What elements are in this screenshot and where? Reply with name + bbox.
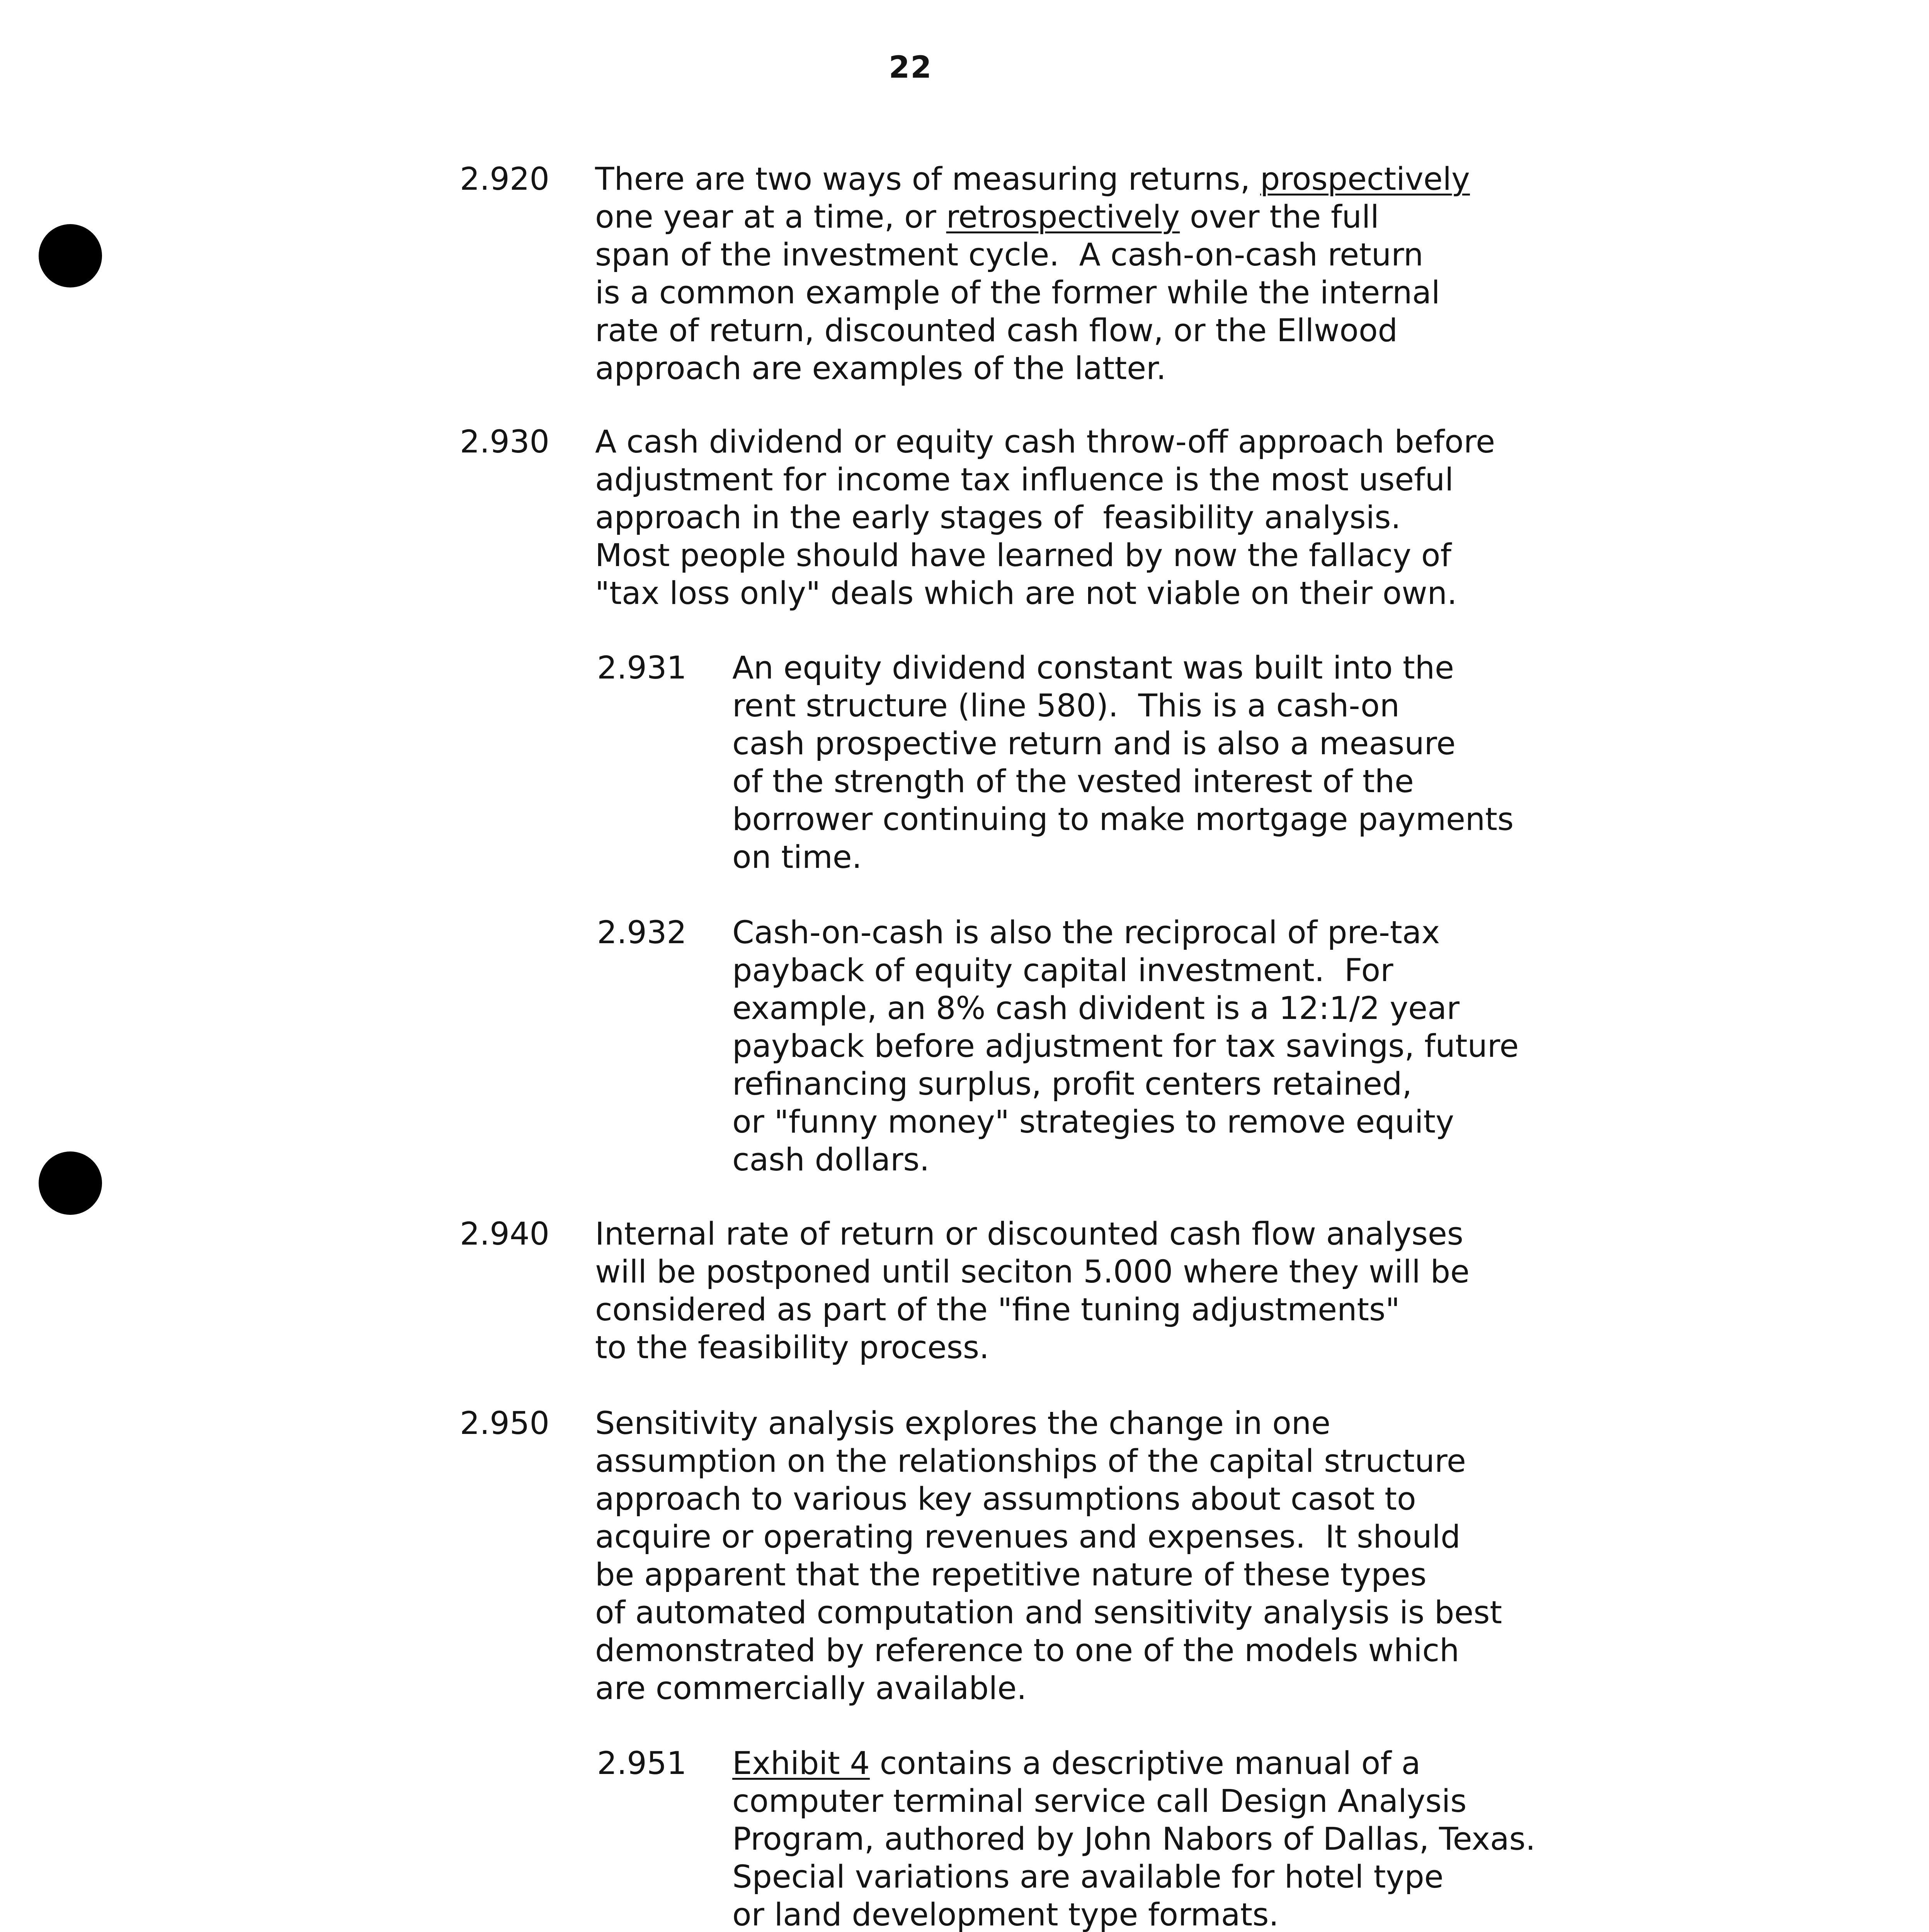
text-line	[732, 1103, 1519, 1141]
text-line	[595, 1215, 1470, 1253]
text-line	[595, 1291, 1470, 1329]
text-line	[732, 725, 1514, 763]
section-2-950	[460, 1405, 1502, 1707]
text-line	[732, 838, 1514, 876]
text-line	[732, 1782, 1536, 1820]
section-number: 2.931	[597, 650, 687, 686]
text-line	[595, 1442, 1502, 1480]
text-line	[732, 1065, 1519, 1103]
text-line	[595, 499, 1495, 537]
section-2-951	[597, 1745, 1536, 1932]
text-run: Cash-on-cash is also the reciprocal of pre-tax	[732, 915, 1440, 951]
section-2-931	[597, 649, 1514, 876]
text-run: on time.	[732, 839, 862, 876]
text-line	[732, 914, 1519, 952]
text-line	[732, 1896, 1536, 1932]
text-run: rent structure (line 580). This is a cash-on	[732, 688, 1400, 724]
text-line	[595, 1518, 1502, 1556]
text-run: to the feasibility process.	[595, 1330, 989, 1366]
text-run: Internal rate of return or discounted cash flow analyses	[595, 1216, 1463, 1252]
text-run: example, an 8% cash divident is a 12:1/2 year	[732, 990, 1460, 1027]
text-run: "tax loss only" deals which are not viable on their own.	[595, 575, 1457, 612]
text-run: computer terminal service call Design Analysis	[732, 1783, 1467, 1820]
page-number: 22	[889, 50, 932, 85]
section-number: 2.951	[597, 1745, 687, 1782]
section-text	[595, 423, 1495, 612]
text-run: or "funny money" strategies to remove equity	[732, 1104, 1454, 1140]
text-run: payback of equity capital investment. For	[732, 952, 1393, 989]
text-line	[595, 236, 1470, 274]
text-run: is a common example of the former while the internal	[595, 275, 1440, 311]
text-line	[595, 1632, 1502, 1670]
text-run: There are two ways of measuring returns,	[595, 161, 1260, 197]
text-run: contains a descriptive manual of a	[869, 1745, 1421, 1782]
text-run: assumption on the relationships of the capital structure	[595, 1443, 1466, 1480]
text-run: Special variations are available for hotel type	[732, 1859, 1444, 1895]
section-text	[595, 1215, 1470, 1367]
underlined-text: prospectively	[1260, 161, 1470, 197]
text-run: span of the investment cycle. A cash-on-cash return	[595, 237, 1424, 273]
text-line	[732, 1027, 1519, 1065]
text-line	[595, 575, 1495, 612]
text-run: approach to various key assumptions about casot to	[595, 1481, 1416, 1517]
text-run: refinancing surplus, profit centers retained,	[732, 1066, 1412, 1102]
section-text	[732, 914, 1519, 1179]
section-2-920	[460, 160, 1470, 387]
text-line	[595, 423, 1495, 461]
text-line	[595, 1556, 1502, 1594]
section-text	[732, 1745, 1536, 1932]
underlined-text: Exhibit 4	[732, 1745, 870, 1782]
text-run: Program, authored by John Nabors of Dallas, Texas.	[732, 1821, 1536, 1857]
text-line	[595, 1405, 1502, 1442]
text-run: demonstrated by reference to one of the models which	[595, 1633, 1460, 1669]
text-run: Sensitivity analysis explores the change in one	[595, 1405, 1331, 1442]
text-run: over the full	[1180, 199, 1379, 235]
binder-hole-middle	[39, 1151, 102, 1215]
text-run: An equity dividend constant was built into the	[732, 650, 1454, 686]
text-line	[732, 952, 1519, 990]
text-line	[732, 1858, 1536, 1896]
text-line	[595, 1253, 1470, 1291]
text-run: Most people should have learned by now the fallacy of	[595, 537, 1451, 574]
text-run: A cash dividend or equity cash throw-off approach before	[595, 424, 1495, 460]
text-line	[732, 1745, 1536, 1782]
text-run: payback before adjustment for tax savings, future	[732, 1028, 1519, 1065]
text-run: cash prospective return and is also a measure	[732, 726, 1456, 762]
text-run: approach in the early stages of feasibility analysis.	[595, 500, 1401, 536]
text-run: of automated computation and sensitivity analysis is best	[595, 1595, 1502, 1631]
section-2-932	[597, 914, 1519, 1178]
section-number: 2.930	[460, 424, 549, 460]
binder-hole-top	[39, 224, 102, 287]
text-run: of the strength of the vested interest of the	[732, 764, 1414, 800]
text-line	[595, 1480, 1502, 1518]
section-2-940	[460, 1215, 1470, 1366]
text-line	[732, 649, 1514, 687]
text-line	[732, 687, 1514, 725]
section-text	[595, 1405, 1502, 1708]
section-number: 2.950	[460, 1405, 549, 1442]
text-line	[595, 198, 1470, 236]
text-line	[595, 461, 1495, 499]
section-text	[732, 649, 1514, 876]
text-run: considered as part of the "fine tuning adjustments"	[595, 1292, 1400, 1328]
text-run: cash dollars.	[732, 1142, 930, 1178]
text-run: be apparent that the repetitive nature of these types	[595, 1557, 1427, 1593]
text-line	[595, 274, 1470, 312]
text-line	[732, 990, 1519, 1027]
text-line	[595, 1670, 1502, 1708]
text-run: will be postponed until seciton 5.000 where they will be	[595, 1254, 1470, 1290]
section-number: 2.932	[597, 915, 687, 951]
text-run: approach are examples of the latter.	[595, 350, 1166, 387]
text-line	[732, 1820, 1536, 1858]
text-line	[595, 160, 1470, 198]
text-line	[595, 350, 1470, 388]
text-run: one year at a time, or	[595, 199, 946, 235]
section-2-930	[460, 423, 1495, 612]
text-line	[595, 1594, 1502, 1632]
text-run: adjustment for income tax influence is the most useful	[595, 462, 1454, 498]
text-line	[732, 763, 1514, 801]
section-text	[595, 160, 1470, 388]
text-run: are commercially available.	[595, 1670, 1027, 1707]
text-line	[732, 801, 1514, 838]
text-line	[595, 537, 1495, 575]
text-run: acquire or operating revenues and expenses. It should	[595, 1519, 1461, 1555]
text-run: borrower continuing to make mortgage payments	[732, 801, 1514, 838]
text-line	[732, 1141, 1519, 1179]
section-number: 2.920	[460, 161, 549, 197]
underlined-text: retrospectively	[946, 199, 1180, 235]
text-run: or land development type formats.	[732, 1897, 1279, 1932]
text-line	[595, 312, 1470, 350]
text-run: rate of return, discounted cash flow, or the Ellwood	[595, 313, 1398, 349]
text-line	[595, 1329, 1470, 1367]
section-number: 2.940	[460, 1216, 549, 1252]
